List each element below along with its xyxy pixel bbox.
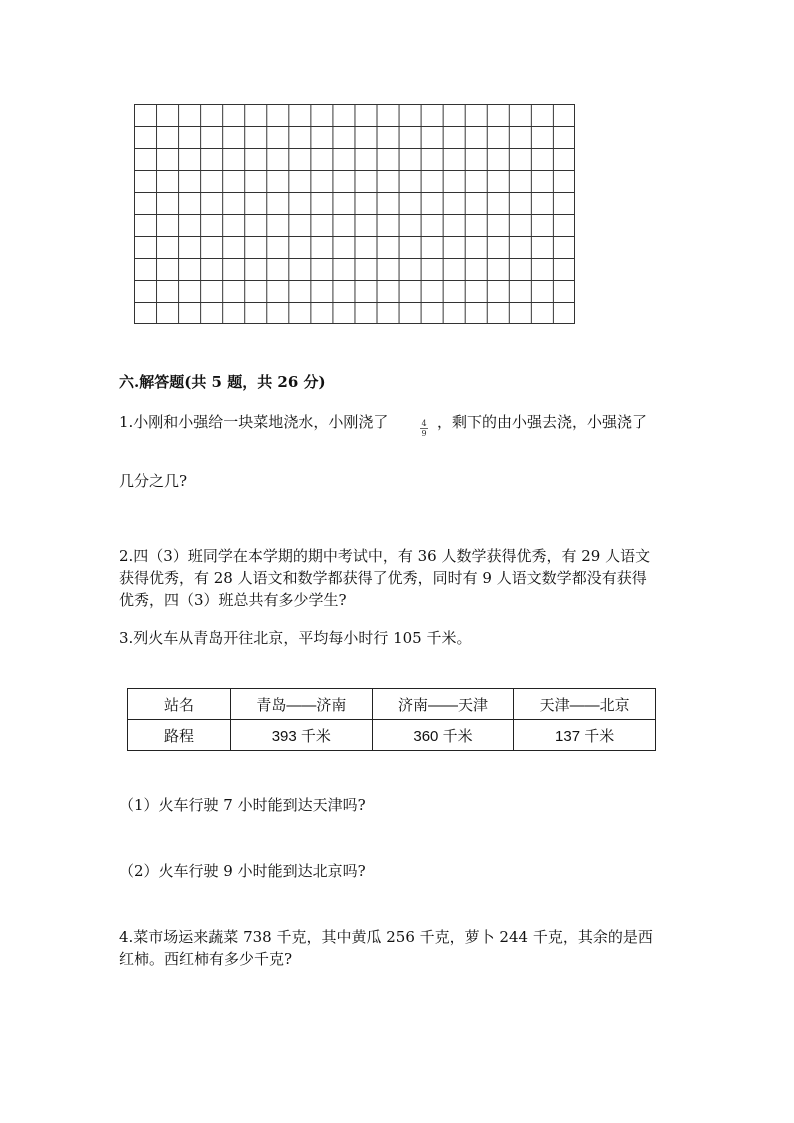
q2-line3: 优秀，四（3）班总共有多少学生? bbox=[119, 591, 347, 609]
q3-sub-question-1: （1）火车行驶 7 小时能到达天津吗? bbox=[119, 796, 366, 814]
table-row bbox=[128, 720, 656, 751]
section-heading: 六.解答题(共 5 题，共 26 分) bbox=[119, 373, 326, 391]
q1-fraction-numerator: 4 bbox=[421, 419, 427, 428]
q1-text-part-a: 1.小刚和小强给一块菜地浇水，小刚浇了 bbox=[119, 413, 389, 431]
table-header-row bbox=[128, 689, 656, 720]
route-distance-table bbox=[127, 688, 656, 751]
q4-line2: 红柿。西红柿有多少千克? bbox=[119, 950, 293, 968]
square-grid-answer-area bbox=[134, 104, 575, 324]
table-cell: 360 千米 bbox=[372, 720, 514, 751]
q1-fraction-denominator: 9 bbox=[421, 429, 427, 438]
table-cell: 393 千米 bbox=[231, 720, 373, 751]
q1-fraction bbox=[418, 419, 430, 438]
q3-sub-question-2: （2）火车行驶 9 小时能到达北京吗? bbox=[119, 862, 366, 880]
q4-line1: 4.菜市场运来蔬菜 738 千克，其中黄瓜 256 千克，萝卜 244 千克，其余的是西 bbox=[119, 928, 653, 946]
q2-line1: 2.四（3）班同学在本学期的期中考试中，有 36 人数学获得优秀，有 29 人语文 bbox=[119, 547, 651, 565]
table-header-cell: 济南——天津 bbox=[372, 689, 514, 720]
table-cell: 137 千米 bbox=[514, 720, 656, 751]
table-header-cell: 站名 bbox=[128, 689, 231, 720]
table-cell: 路程 bbox=[128, 720, 231, 751]
table-header-cell: 青岛——济南 bbox=[231, 689, 373, 720]
q1-text-line2: 几分之几? bbox=[119, 472, 188, 490]
q3-line1: 3.列火车从青岛开往北京，平均每小时行 105 千米。 bbox=[119, 629, 472, 647]
table-header-cell: 天津——北京 bbox=[514, 689, 656, 720]
q2-line2: 获得优秀，有 28 人语文和数学都获得了优秀，同时有 9 人语文数学都没有获得 bbox=[119, 569, 647, 587]
q1-text-part-b: ，剩下的由小强去浇，小强浇了 bbox=[437, 413, 648, 431]
